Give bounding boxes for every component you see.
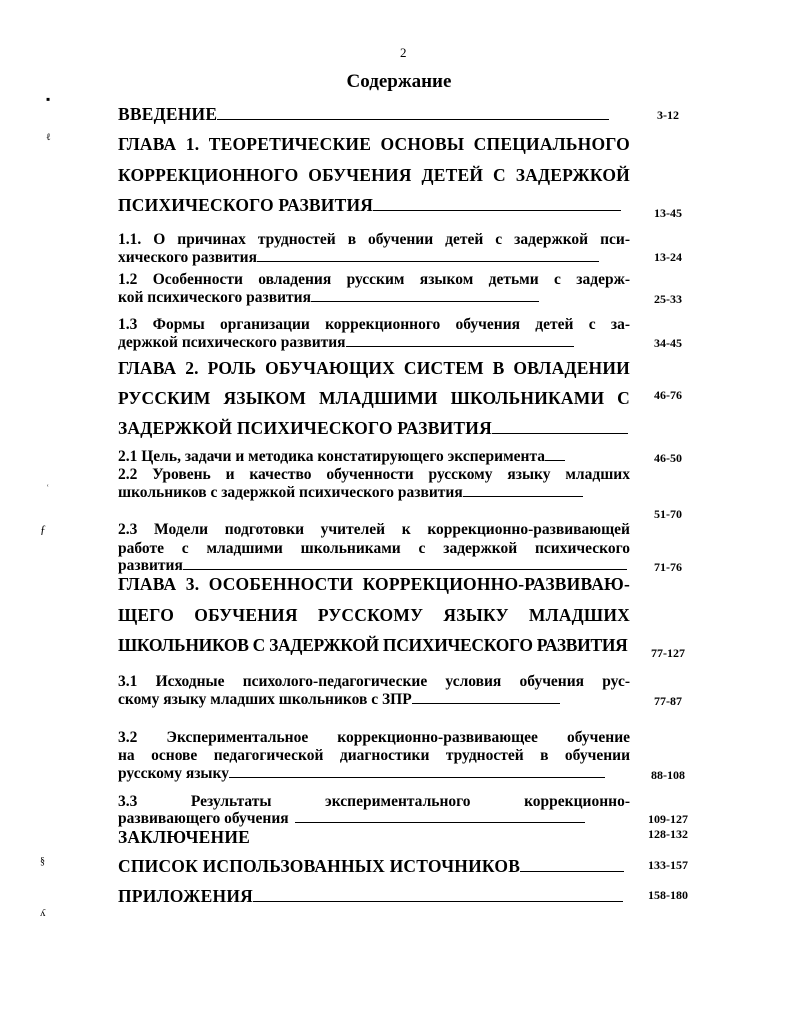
leader-line	[257, 260, 599, 262]
page-range: 158-180	[648, 888, 688, 902]
chapter-2-line-1: ГЛАВА 2. РОЛЬ ОБУЧАЮЩИХ СИСТЕМ В ОВЛАДЕНИИ	[118, 358, 630, 378]
page-title: Содержание	[346, 71, 452, 92]
page-range: 46-50	[654, 451, 682, 465]
toc-entry-intro	[118, 104, 609, 125]
scan-speck: ℓ	[46, 132, 51, 143]
section-3-3-line-2	[118, 810, 585, 828]
leader-line	[183, 568, 627, 570]
scan-speck: ƒ	[40, 522, 46, 536]
leader-line	[217, 118, 609, 120]
entry-title: ПРИЛОЖЕНИЯ	[118, 886, 253, 906]
section-3-2-line-3	[118, 765, 605, 783]
chapter-3-line-3: ШКОЛЬНИКОВ С ЗАДЕРЖКОЙ ПСИХИЧЕСКОГО РАЗВИТИЯ	[118, 635, 628, 655]
chapter-1-line-3	[118, 195, 621, 216]
entry-title: русскому языку	[118, 765, 229, 782]
page-range: 128-132	[648, 827, 688, 841]
entry-title: кой психического развития	[118, 289, 311, 306]
section-2-2-line-1: 2.2 Уровень и качество обученности русскому языку младших	[118, 466, 630, 483]
entry-title: скому языку младших школьников с ЗПР	[118, 691, 412, 708]
page-range: 109-127	[648, 812, 688, 826]
section-3-1-line-2	[118, 691, 560, 709]
chapter-3-line-1: ГЛАВА 3. ОСОБЕННОСТИ КОРРЕКЦИОННО-РАЗВИВАЮ-	[118, 574, 630, 594]
page-range: 133-157	[648, 858, 688, 872]
section-2-1-line-1	[118, 448, 565, 466]
entry-title: ЗАКЛЮЧЕНИЕ	[118, 827, 251, 847]
entry-title: школьников с задержкой психического развития	[118, 484, 463, 501]
page-range: 25-33	[654, 292, 682, 306]
page-range: 88-108	[651, 768, 685, 782]
entry-title: ВВЕДЕНИЕ	[118, 104, 218, 124]
chapter-3-line-2: ЩЕГО ОБУЧЕНИЯ РУССКОМУ ЯЗЫКУ МЛАДШИХ	[118, 605, 630, 625]
entry-title: развития	[118, 557, 183, 574]
page-range: 34-45	[654, 336, 682, 350]
page-range: 13-45	[654, 206, 682, 220]
leader-line	[346, 345, 574, 347]
toc-entry-appendix	[118, 886, 623, 907]
entry-title: 2.1 Цель, задачи и методика констатирующего эксперимента	[118, 448, 546, 465]
leader-line	[520, 870, 624, 872]
leader-line	[311, 300, 539, 302]
toc-entry-conclusion	[118, 827, 250, 848]
section-1-1-line-2	[118, 249, 599, 267]
entry-title: ЗАДЕРЖКОЙ ПСИХИЧЕСКОГО РАЗВИТИЯ	[118, 418, 492, 438]
leader-line	[295, 821, 585, 823]
leader-line	[492, 432, 628, 434]
page-range: 71-76	[654, 560, 682, 574]
scan-speck: ʎ	[40, 907, 46, 919]
page-number: 2	[400, 45, 407, 60]
page-range: 77-87	[654, 694, 682, 708]
section-1-1-line-1: 1.1. О причинах трудностей в обучении детей с задержкой пси-	[118, 231, 630, 248]
entry-title: держкой психического развития	[118, 334, 346, 351]
leader-line	[253, 900, 623, 902]
leader-line	[412, 702, 560, 704]
section-1-3-line-1: 1.3 Формы организации коррекционного обучения детей с за-	[118, 316, 630, 333]
section-2-3-line-3	[118, 557, 627, 575]
page-range: 46-76	[654, 388, 682, 402]
leader-line	[229, 776, 605, 778]
scan-speck: ʿ	[46, 484, 50, 495]
chapter-2-line-2: РУССКИМ ЯЗЫКОМ МЛАДШИМИ ШКОЛЬНИКАМИ С	[118, 388, 630, 408]
leader-line	[463, 495, 583, 497]
section-3-1-line-1: 3.1 Исходные психолого-педагогические условия обучения рус-	[118, 673, 630, 690]
toc-entry-sources	[118, 856, 624, 877]
section-3-2-line-2: на основе педагогической диагностики трудностей в обучении	[118, 747, 630, 764]
scan-speck: ▪	[46, 92, 51, 106]
chapter-2-line-3	[118, 418, 628, 439]
page-range: 3-12	[657, 108, 679, 122]
scan-speck: §	[40, 856, 45, 867]
section-1-2-line-1: 1.2 Особенности овладения русским языком детьми с задерж-	[118, 271, 630, 288]
section-1-3-line-2	[118, 334, 574, 352]
page-range: 13-24	[654, 250, 682, 264]
section-2-3-line-1: 2.3 Модели подготовки учителей к коррекционно-развивающей	[118, 521, 630, 538]
section-2-3-line-2: работе с младшими школьниками с задержкой психического	[118, 540, 630, 557]
chapter-1-line-1: ГЛАВА 1. ТЕОРЕТИЧЕСКИЕ ОСНОВЫ СПЕЦИАЛЬНОГО	[118, 134, 630, 154]
chapter-1-line-2: КОРРЕКЦИОННОГО ОБУЧЕНИЯ ДЕТЕЙ С ЗАДЕРЖКОЙ	[118, 165, 630, 185]
section-3-3-line-1: 3.3 Результаты экспериментального коррекционно-	[118, 793, 630, 810]
page-range: 51-70	[654, 507, 682, 521]
entry-title: хического развития	[118, 249, 257, 266]
entry-title: СПИСОК ИСПОЛЬЗОВАННЫХ ИСТОЧНИКОВ	[118, 856, 521, 876]
entry-title: ПСИХИЧЕСКОГО РАЗВИТИЯ	[118, 195, 374, 215]
leader-line	[545, 459, 565, 461]
entry-title: развивающего обучения	[118, 810, 289, 827]
leader-line	[373, 209, 621, 211]
section-2-2-line-2	[118, 484, 583, 502]
section-1-2-line-2	[118, 289, 539, 307]
section-3-2-line-1: 3.2 Экспериментальное коррекционно-развивающее обучение	[118, 729, 630, 746]
page-range: 77-127	[651, 646, 685, 660]
